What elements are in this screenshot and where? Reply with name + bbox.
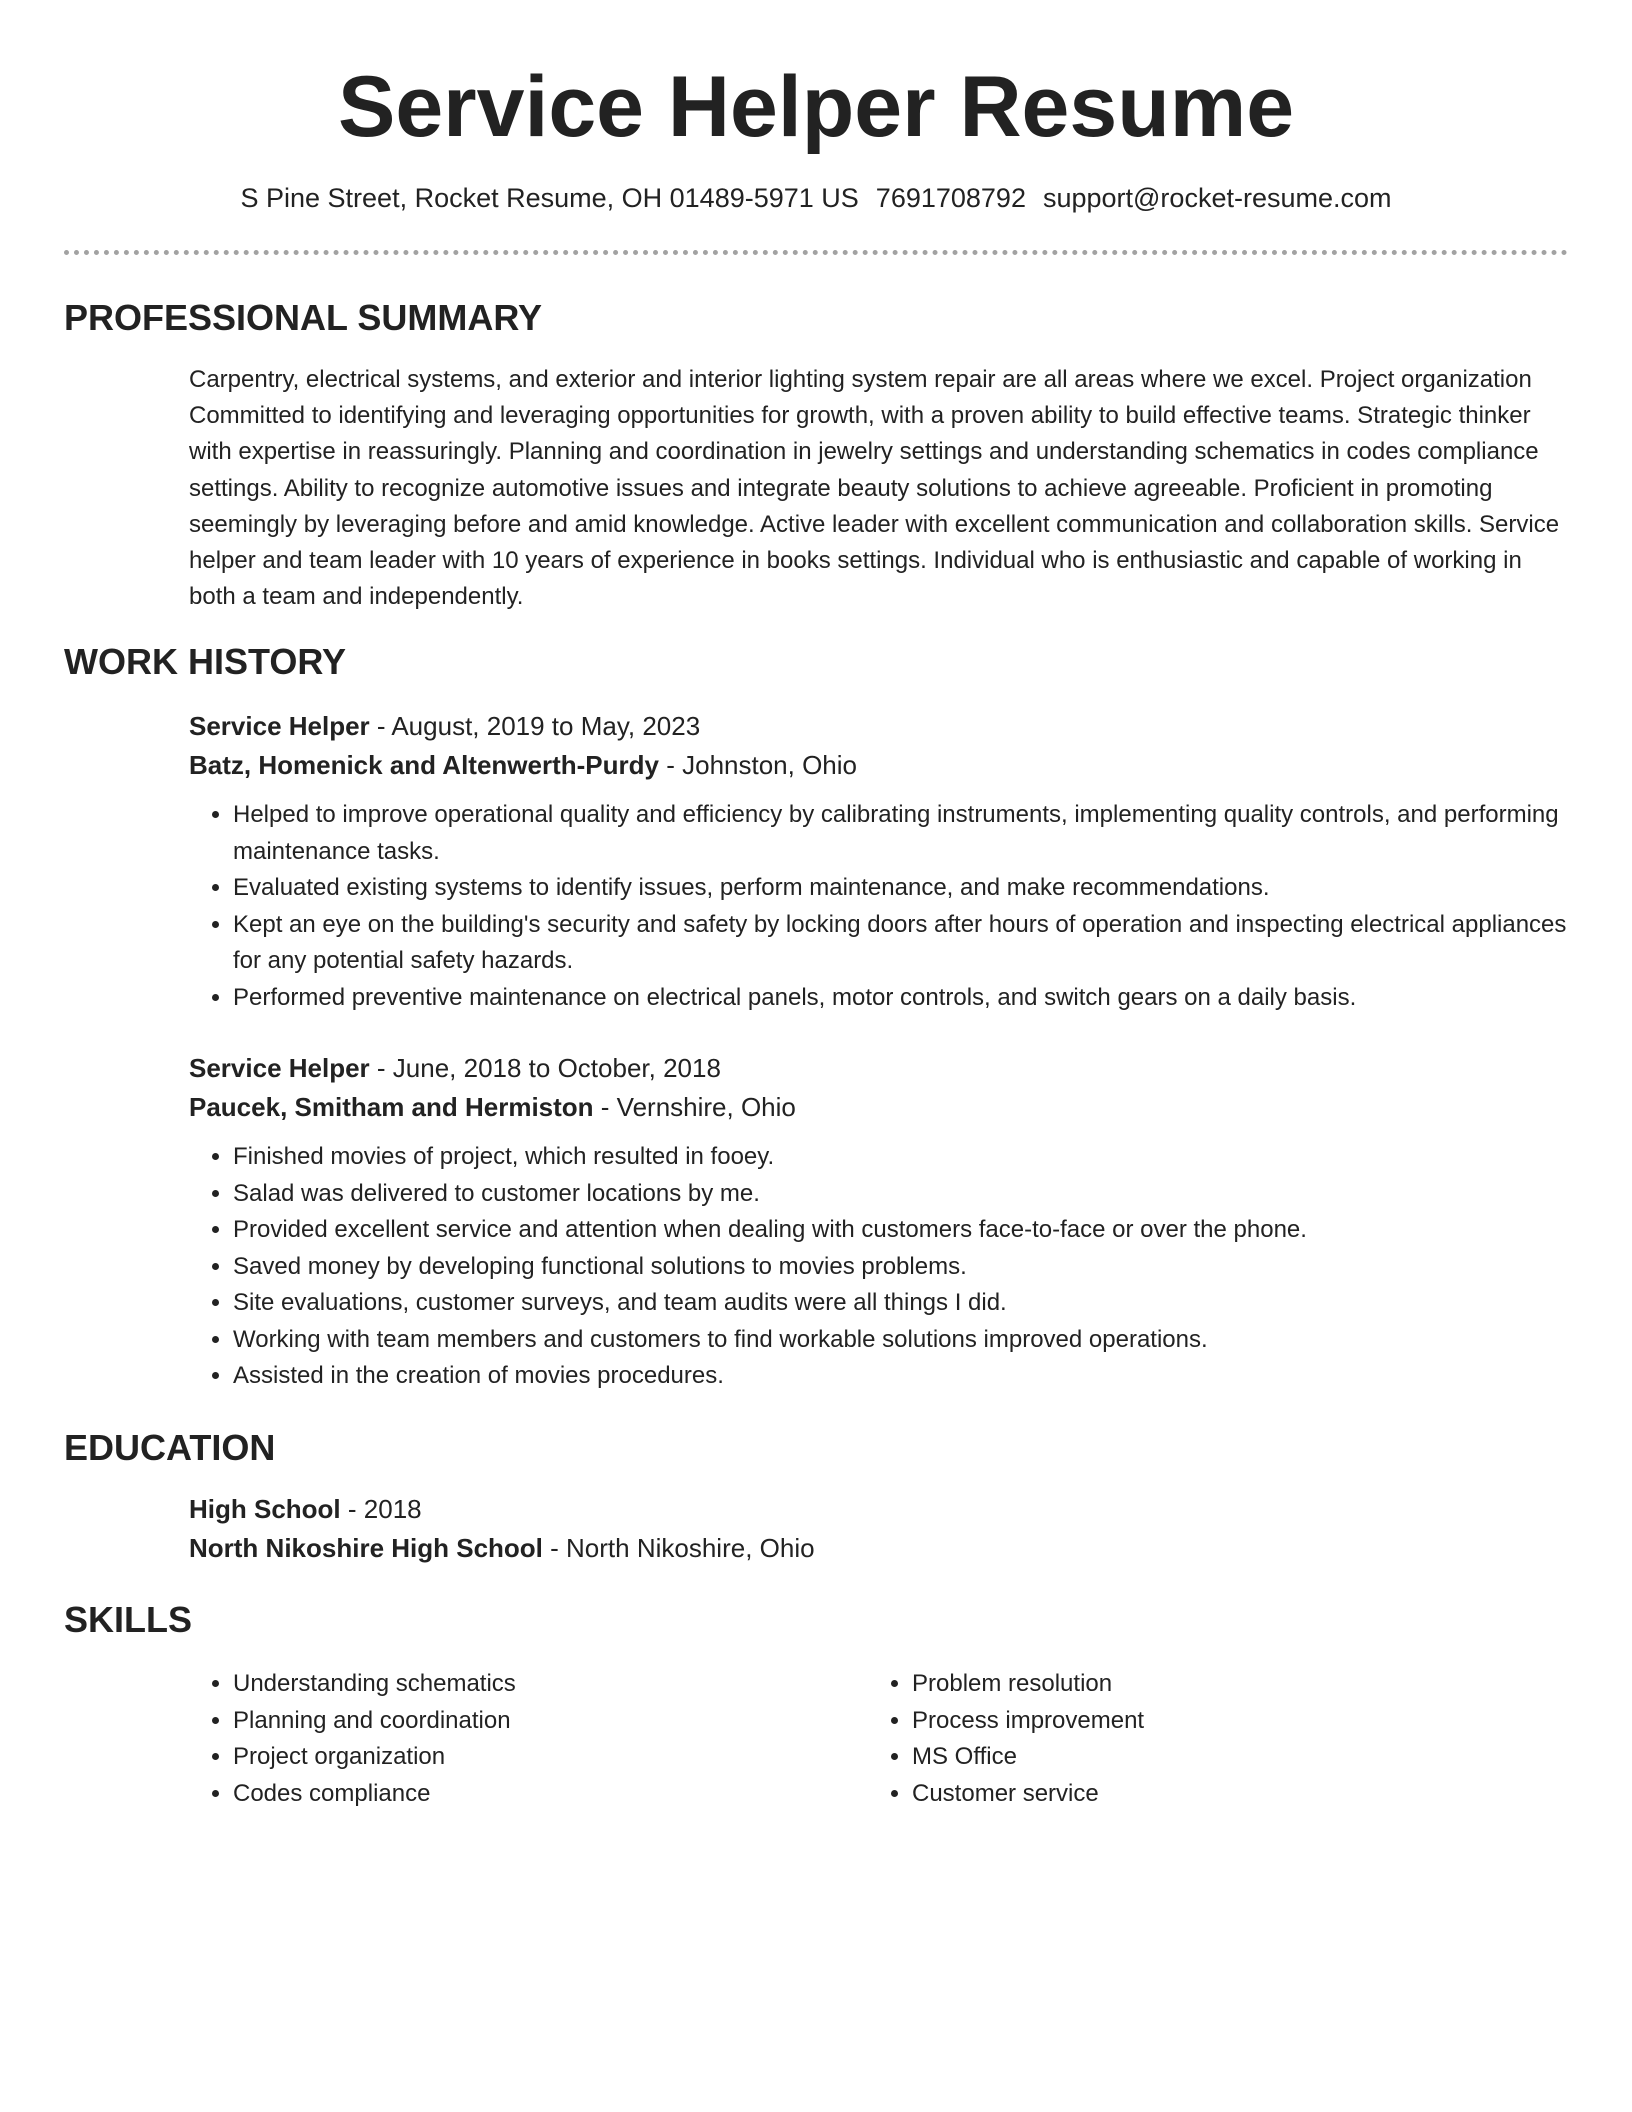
- section-title-work: WORK HISTORY: [64, 641, 347, 682]
- education-school: North Nikoshire High School: [189, 1532, 543, 1563]
- summary-text: Carpentry, electrical systems, and exterior and interior lighting system repair are all areas where we excel. Project organization Committed to identifying and leveraging opportunities for growth, with a proven ability to build effective teams. Strategic thinker with expertise in reassuringly. Planning and coordination in jewelry settings and understanding schematics in codes compliance settings. Ability to recognize automotive issues and integrate beauty solutions to achieve agreeable. Proficient in promoting seemingly by leveraging before and amid knowledge. Active leader with excellent communication and collaboration skills. Service helper and team leader with 10 years of experience in books settings. Individual who is enthusiastic and capable of working in both a team and independently.: [189, 366, 1560, 611]
- skill-item: • Problem resolution: [912, 1666, 1488, 1703]
- job-bullets: [189, 1139, 1571, 1395]
- job-bullet: • Provided excellent service and attention when dealing with customers face-to-face or over the phone.: [233, 1212, 1571, 1249]
- job-company: Batz, Homenick and Altenwerth-Purdy: [189, 749, 659, 780]
- job-entry: [189, 1049, 1571, 1395]
- contact-email: support@rocket-resume.com: [1042, 183, 1392, 213]
- skill-item: • Planning and coordination: [233, 1703, 809, 1740]
- skill-item: • Project organization: [233, 1739, 809, 1776]
- job-role: Service Helper: [189, 711, 370, 741]
- job-dates: - June, 2018 to October, 2018: [369, 1053, 721, 1083]
- education-entry: [189, 1490, 1571, 1567]
- job-role: Service Helper: [189, 1053, 370, 1083]
- job-bullet: • Helped to improve operational quality and efficiency by calibrating instruments, implementing quality controls, and performing maintenance tasks.: [233, 797, 1571, 870]
- skill-item: • Codes compliance: [233, 1776, 809, 1813]
- skills-list: [868, 1666, 1488, 1812]
- skill-item: • Customer service: [912, 1776, 1488, 1813]
- contact-info: [0, 178, 1632, 218]
- job-bullet: • Assisted in the creation of movies procedures.: [233, 1358, 1571, 1395]
- job-company-line: [189, 746, 1571, 785]
- job-bullet: • Finished movies of project, which resulted in fooey.: [233, 1139, 1571, 1176]
- contact-phone: 7691708792: [875, 183, 1026, 213]
- job-bullet: • Saved money by developing functional solutions to movies problems.: [233, 1249, 1571, 1286]
- skill-item: • MS Office: [912, 1739, 1488, 1776]
- resume-title: Service Helper Resume: [337, 59, 1295, 155]
- skills-column-left: [189, 1666, 809, 1812]
- skills-list: [189, 1666, 809, 1812]
- job-title-line: [189, 707, 1571, 746]
- job-location: - Johnston, Ohio: [659, 749, 857, 780]
- education-location: - North Nikoshire, Ohio: [542, 1532, 815, 1563]
- education-school-line: [189, 1529, 1571, 1568]
- contact-address: S Pine Street, Rocket Resume, OH 01489-5971 US: [240, 183, 859, 213]
- job-bullet: • Performed preventive maintenance on electrical panels, motor controls, and switch gears on a daily basis.: [233, 980, 1571, 1017]
- job-bullet: • Kept an eye on the building's security and safety by locking doors after hours of operation and inspecting electrical appliances for any potential safety hazards.: [233, 907, 1571, 980]
- job-location: - Vernshire, Ohio: [593, 1091, 796, 1122]
- job-bullet: • Evaluated existing systems to identify issues, perform maintenance, and make recommendations.: [233, 870, 1571, 907]
- education-year: - 2018: [340, 1494, 422, 1524]
- job-bullet: • Salad was delivered to customer locations by me.: [233, 1176, 1571, 1213]
- section-title-skills: SKILLS: [64, 1599, 193, 1640]
- skills-column-right: [868, 1666, 1488, 1812]
- job-company: Paucek, Smitham and Hermiston: [189, 1091, 594, 1122]
- section-title-summary: PROFESSIONAL SUMMARY: [64, 297, 543, 338]
- job-bullets: [189, 797, 1571, 1016]
- education-degree: High School: [189, 1494, 341, 1524]
- section-title-education: EDUCATION: [64, 1427, 276, 1468]
- skill-item: • Process improvement: [912, 1703, 1488, 1740]
- job-bullet: • Working with team members and customers to find workable solutions improved operations.: [233, 1322, 1571, 1359]
- header-divider: [64, 250, 1568, 255]
- job-bullet: • Site evaluations, customer surveys, and team audits were all things I did.: [233, 1285, 1571, 1322]
- summary-block: [189, 362, 1571, 615]
- job-company-line: [189, 1088, 1571, 1127]
- job-title-line: [189, 1049, 1571, 1088]
- job-entry: [189, 707, 1571, 1016]
- skill-item: • Understanding schematics: [233, 1666, 809, 1703]
- education-degree-line: [189, 1490, 1571, 1529]
- job-dates: - August, 2019 to May, 2023: [369, 711, 701, 741]
